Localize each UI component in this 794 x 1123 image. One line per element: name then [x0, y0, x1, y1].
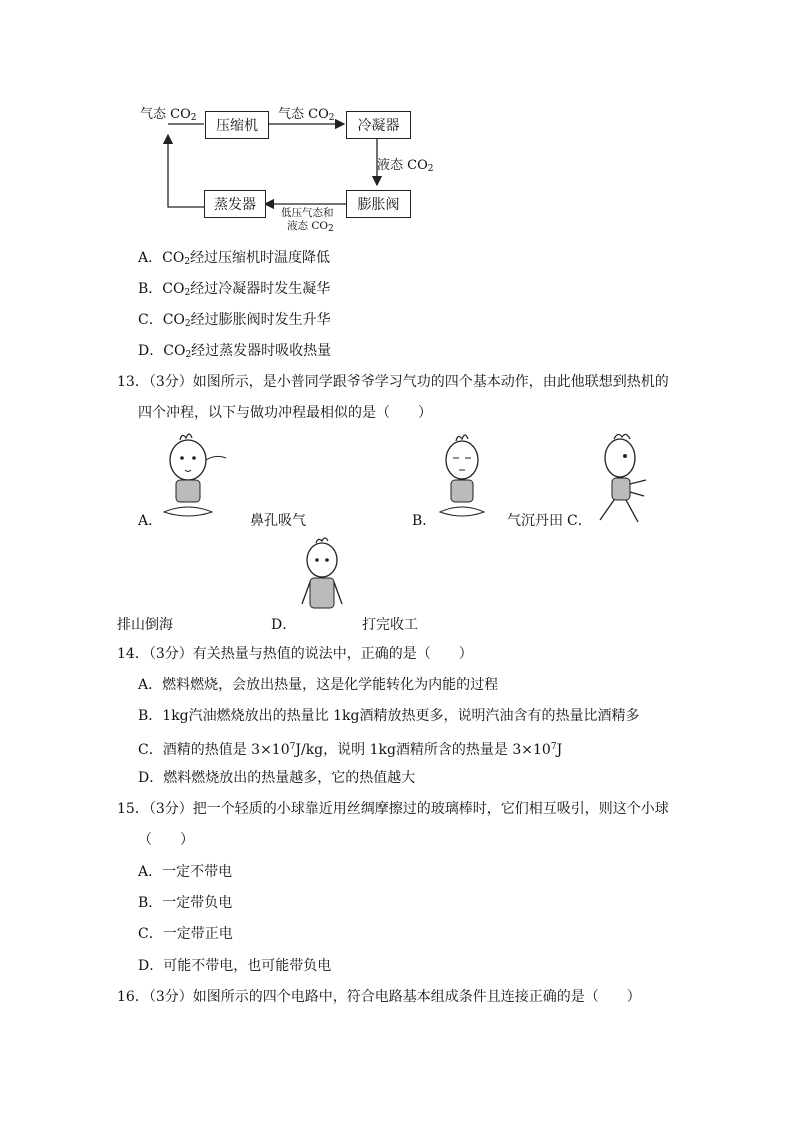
- figure-a-breathing: [164, 434, 226, 516]
- q15-option-d: D．可能不带电，也可能带负电: [138, 958, 332, 974]
- q12-option-a: A．$CO_2$经过压缩机时温度降低: [138, 250, 331, 267]
- q13-stem-line2: 四个冲程，以下与做功冲程最相似的是（ ）: [138, 405, 432, 421]
- q15-stem-line1: 15．（3分）把一个轻质的小球靠近用丝绸摩擦过的玻璃棒时，它们相互吸引，则这个小球: [117, 801, 669, 817]
- box-evaporator: 蒸发器: [204, 190, 266, 218]
- q14-option-b: B．1kg汽油燃烧放出的热量比 1kg酒精放热更多，说明汽油含有的热量比酒精多: [138, 708, 640, 724]
- q15-option-a: A．一定不带电: [138, 864, 233, 880]
- q13-option-d-letter: D．: [271, 617, 297, 633]
- figure-b-qi-sinking: [440, 435, 484, 516]
- q13-option-c-caption: 排山倒海: [117, 617, 173, 633]
- q14-option-c: C．酒精的热值是 $3\times 10^7J/kg$，说明 1kg酒精所含的热量是 $3\times 10^7J$: [138, 742, 563, 758]
- figure-c-pushing: [600, 434, 646, 522]
- label-liquid-co2: 液态 $CO_2$: [377, 158, 434, 174]
- label-low-pressure-line2: 液态 $CO_2$: [287, 220, 334, 234]
- q14-stem: 14．（3分）有关热量与热值的说法中，正确的是（ ）: [117, 646, 473, 662]
- q13-option-b-caption: 气沉丹田: [507, 513, 563, 529]
- q13-option-b-letter: B．: [412, 513, 437, 529]
- arrow-evaporator-loop: [168, 135, 204, 207]
- label-gas-co2-mid: 气态 $CO_2$: [278, 107, 335, 123]
- q13-option-a-letter: A．: [138, 513, 163, 529]
- q15-option-c: C．一定带正电: [138, 926, 233, 942]
- q13-stem-line1: 13．（3分）如图所示，是小普同学跟爷爷学习气功的四个基本动作，由此他联想到热机的: [117, 374, 669, 390]
- q12-option-c: C．$CO_2$经过膨胀阀时发生升华: [138, 312, 331, 329]
- figure-d-finishing: [302, 538, 342, 608]
- q13-option-d-caption: 打完收工: [362, 617, 418, 633]
- q15-option-b: B．一定带负电: [138, 895, 233, 911]
- box-condenser: 冷凝器: [346, 111, 411, 139]
- q15-stem-line2: （ ）: [138, 832, 194, 848]
- box-compressor: 压缩机: [205, 111, 269, 139]
- q16-stem: 16．（3分）如图所示的四个电路中，符合电路基本组成条件且连接正确的是（ ）: [117, 989, 641, 1005]
- q12-option-b: B．$CO_2$经过冷凝器时发生凝华: [138, 281, 331, 298]
- label-low-pressure-line1: 低压气态和: [281, 207, 334, 219]
- q14-option-d: D．燃料燃烧放出的热量越多，它的热值越大: [138, 770, 416, 786]
- q12-option-d: D．$CO_2$经过蒸发器时吸收热量: [138, 343, 332, 360]
- q14-option-a: A．燃料燃烧，会放出热量，这是化学能转化为内能的过程: [138, 677, 499, 693]
- q13-option-a-caption: 鼻孔吸气: [250, 513, 306, 529]
- label-gas-co2-left: 气态 $CO_2$: [140, 107, 197, 123]
- box-expansion-valve: 膨胀阀: [346, 190, 411, 218]
- q13-option-c-letter: C．: [567, 513, 592, 529]
